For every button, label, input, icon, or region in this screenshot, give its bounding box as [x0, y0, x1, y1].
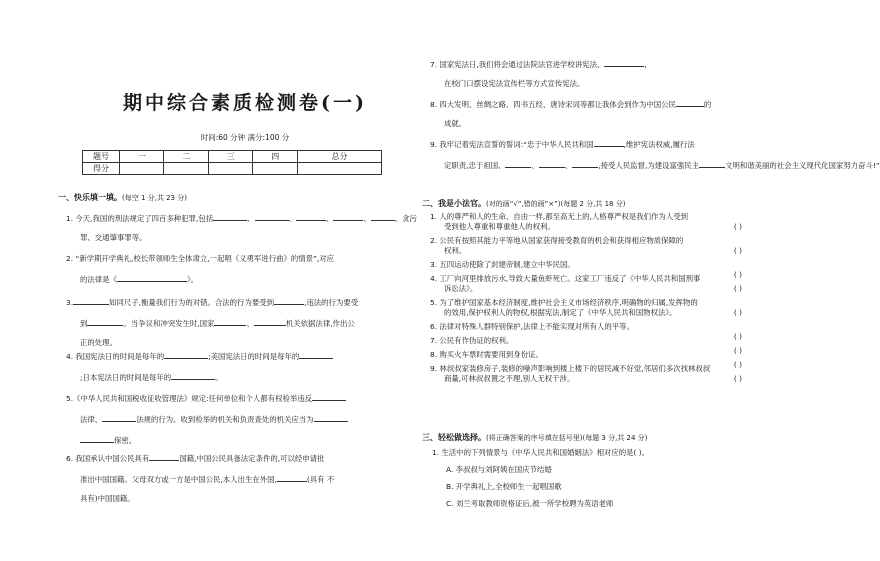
q-text: 。	[215, 373, 223, 382]
answer-blank[interactable]	[296, 212, 326, 221]
answer-blank[interactable]	[214, 317, 246, 326]
answer-blank[interactable]	[676, 98, 704, 107]
answer-blank[interactable]	[371, 212, 395, 221]
section1-heading	[58, 192, 187, 203]
q-text: 2. 公民有按照其能力平等地从国家获得接受教育的机会和获得相应物质保障的	[430, 236, 684, 245]
q-text: 1. 人的尊严和人的生命、自由一样,都至高无上的,人格尊严权是我们作为人受到	[430, 212, 688, 221]
q-text: 7. 国家宪法日,我们将会通过法院法官进学校讲宪法、	[430, 60, 605, 69]
score-cell: 三	[208, 151, 252, 163]
judge-item	[430, 274, 750, 294]
score-input[interactable]	[164, 163, 208, 175]
q-text: 、	[363, 214, 371, 223]
section2-note: (对的画“√”,错的画“×”)(每题 2 分,共 18 分)	[486, 200, 626, 208]
answer-blank[interactable]	[539, 159, 565, 168]
answer-blank[interactable]	[277, 473, 307, 482]
q-text: 4. 工厂向河里排放污水,导致大量鱼虾死亡。这家工厂违反了《中华人民共和国刑事	[430, 274, 701, 283]
question-7	[430, 58, 760, 89]
answer-paren[interactable]: ( )	[733, 270, 742, 279]
q-text: 7. 公民有作伪证的权利。	[430, 336, 514, 345]
q-text: 、	[531, 161, 539, 170]
question-4	[66, 350, 396, 383]
answer-paren[interactable]: ( )	[733, 346, 742, 355]
score-input[interactable]	[208, 163, 252, 175]
answer-blank[interactable]	[299, 350, 333, 359]
q-text: 3. 五四运动使除了封建帝制,建立中华民国。	[430, 260, 575, 269]
score-cell: 题号	[83, 151, 120, 163]
q-text: 罪、交通肇事罪等。	[80, 233, 147, 242]
answer-paren[interactable]: ( )	[733, 222, 742, 231]
q-text: 、	[325, 214, 334, 223]
answer-paren[interactable]: ( )	[733, 360, 742, 369]
answer-paren[interactable]: ( )	[733, 374, 742, 383]
answer-blank[interactable]	[699, 159, 725, 168]
q-text: ,维护宪法权威,履行法	[623, 140, 695, 149]
section2-title: 二、我是小法官。	[422, 199, 486, 208]
page-title: 期中综合素质检测卷(一)	[123, 92, 367, 114]
score-table	[82, 150, 382, 175]
q-text: 3.	[66, 298, 74, 307]
q-text: 、	[564, 161, 573, 170]
q-text: 具有)中国国籍。	[80, 494, 135, 503]
section1-note: (每空 1 分,共 23 分)	[122, 194, 187, 202]
judge-item	[430, 364, 750, 384]
q-text: ;美国宪法日的时间是每年的	[208, 352, 300, 361]
answer-blank[interactable]	[572, 159, 598, 168]
q-text: 6. 我国承认中国公民具有	[66, 454, 150, 463]
q-text: 5. 为了维护国家基本经济制度,维护社会主义市场经济秩序,明确物的归属,发挥物的	[430, 298, 698, 307]
q-text: 9. 林叔叔家装修房子,装修的噪声影响到楼上楼下的居民减不好觉,邻居们多次找林叔叔	[430, 364, 711, 373]
answer-paren[interactable]: ( )	[733, 332, 742, 341]
q-text: 》。	[186, 275, 199, 284]
q-text: 如同尺子,衡量我们行为的对错。合法的行为要受到	[109, 298, 275, 307]
answer-blank[interactable]	[213, 212, 247, 221]
answer-blank[interactable]	[274, 296, 304, 305]
q-text: 8. 购买火车票时需要用到身份证。	[430, 350, 543, 359]
q-text: 国籍,中国公民具备法定条件的,可以经申请批	[179, 454, 325, 463]
q-text: 9. 我牢记着宪法宣誓的誓词:“忠于中华人民共和国	[430, 140, 594, 149]
answer-blank[interactable]	[254, 317, 286, 326]
q-text: 法规的行为。收到检举的机关和负责查处的机关应当为	[136, 415, 314, 424]
question-6	[66, 452, 396, 504]
q-text: 的效用,保护权利人的物权,根据宪法,制定了《中华人民共和国物权法》。	[444, 308, 677, 317]
q-text: 1. 生活中的下列情景与《中华人民共和国婚姻法》相对应的是( )。	[432, 448, 650, 457]
answer-blank[interactable]	[80, 434, 114, 443]
answer-paren[interactable]: ( )	[733, 308, 742, 317]
q-text: 8. 四大发明、丝绸之路、四书五经、唐诗宋词等都让我体会到作为中国公民	[430, 100, 676, 109]
judge-item	[430, 236, 750, 256]
answer-paren[interactable]: ( )	[733, 284, 742, 293]
q-text: 的法律是《	[80, 275, 117, 284]
q-text: ,	[644, 60, 647, 69]
answer-blank[interactable]	[333, 212, 363, 221]
q-text: 文明和谐美丽的社会主义现代化国家努力奋斗!”	[725, 161, 880, 170]
answer-blank[interactable]	[604, 58, 647, 69]
q-text: 权利。	[444, 246, 467, 255]
answer-blank[interactable]	[73, 296, 109, 305]
q-text: 5.《中华人民共和国税收征收管理法》规定:任何单位和个人都有权检举违反	[66, 394, 313, 403]
answer-blank[interactable]	[117, 273, 187, 282]
question-9	[430, 138, 880, 180]
answer-blank[interactable]	[171, 371, 215, 380]
q-text: (具有 不	[306, 475, 335, 484]
q-text: ,接受人民监督,为建设富强民主	[598, 161, 700, 170]
section2-list	[430, 212, 750, 388]
q-text: 、	[246, 319, 254, 328]
answer-blank[interactable]	[102, 413, 136, 422]
score-input[interactable]	[297, 163, 381, 175]
question-2	[66, 254, 396, 285]
answer-paren[interactable]: ( )	[733, 246, 742, 255]
q-text: 、	[247, 214, 255, 223]
score-cell: 四	[253, 151, 297, 163]
score-cell: 一	[120, 151, 164, 163]
section3-question-1	[432, 448, 752, 509]
section3-heading	[422, 432, 647, 443]
judge-item	[430, 212, 750, 232]
score-cell: 二	[164, 151, 208, 163]
q-text: 1. 今天,我国的刑法规定了四百多种犯罪,包括	[66, 214, 214, 223]
section2-heading	[422, 198, 625, 209]
answer-blank[interactable]	[314, 413, 348, 422]
question-5	[66, 392, 396, 446]
section1-title: 一、快乐填一填。	[58, 193, 122, 202]
q-text: 准出中国国籍。父母双方或一方是中国公民,本人出生在外国,	[80, 475, 277, 484]
q-text: 2. “新学期开学典礼,校长带领师生全体肃立,一起唱《义勇军进行曲》的情景”,对应	[66, 254, 335, 263]
option-b[interactable]: B. 开学典礼上,全校师生一起唱国歌	[446, 482, 562, 491]
q-text: 、贪污	[394, 214, 417, 223]
q-text: 在校门口摆设宪法宣传栏等方式宣传宪法。	[444, 79, 585, 88]
q-text: 受到他人尊重和尊重他人的权利。	[444, 222, 555, 231]
q-text: 正的处理。	[80, 338, 117, 347]
question-1	[66, 212, 417, 243]
score-cell: 得分	[83, 163, 120, 175]
score-input[interactable]	[253, 163, 297, 175]
question-3	[66, 296, 396, 348]
q-text: 4. 我国宪法日的时间是每年的	[66, 352, 165, 361]
section3-title: 三、轻松做选择。	[422, 433, 486, 442]
q-text: 成就。	[444, 119, 467, 128]
q-text: 机关依据法律,作出公	[285, 319, 355, 328]
option-c[interactable]: C. 刘兰考取教师资格证后,被一所学校聘为英语老师	[446, 499, 614, 508]
answer-blank[interactable]	[149, 452, 179, 461]
q-text: ,违法的行为要受	[304, 298, 359, 307]
judge-item	[430, 298, 750, 318]
time-info: 时间:60 分钟 满分:100 分	[200, 133, 290, 142]
section3-note: (将正确答案的序号填在括号里)(每题 3 分,共 24 分)	[486, 434, 648, 442]
question-8	[430, 98, 760, 129]
answer-blank[interactable]	[164, 350, 208, 359]
q-text: 。当争议和冲突发生时,国家	[123, 319, 215, 328]
q-text: 的	[703, 100, 712, 109]
option-a[interactable]: A. 李叔叔与刘阿姨在国庆节结婚	[446, 465, 552, 474]
answer-blank[interactable]	[594, 138, 624, 147]
q-text: 保密。	[114, 436, 137, 445]
q-text: 、	[288, 214, 296, 223]
q-text: 6. 法律对特殊人群特别保护,法律上不能实现对所有人的平等。	[430, 322, 634, 331]
answer-blank[interactable]	[312, 392, 346, 401]
q-text: 商量,可林叔叔置之不理,别人无权干涉。	[444, 374, 575, 383]
q-text: 到	[80, 319, 88, 328]
answer-blank[interactable]	[255, 212, 289, 221]
answer-blank[interactable]	[505, 159, 531, 168]
score-input[interactable]	[120, 163, 164, 175]
q-text: 定职责,忠于祖国、	[444, 161, 506, 170]
q-text: 诉讼法》。	[444, 284, 478, 293]
answer-blank[interactable]	[87, 317, 123, 326]
q-text: ;日本宪法日的时间是每年的	[80, 373, 172, 382]
q-text: 法律、	[80, 415, 103, 424]
score-cell: 总分	[297, 151, 381, 163]
